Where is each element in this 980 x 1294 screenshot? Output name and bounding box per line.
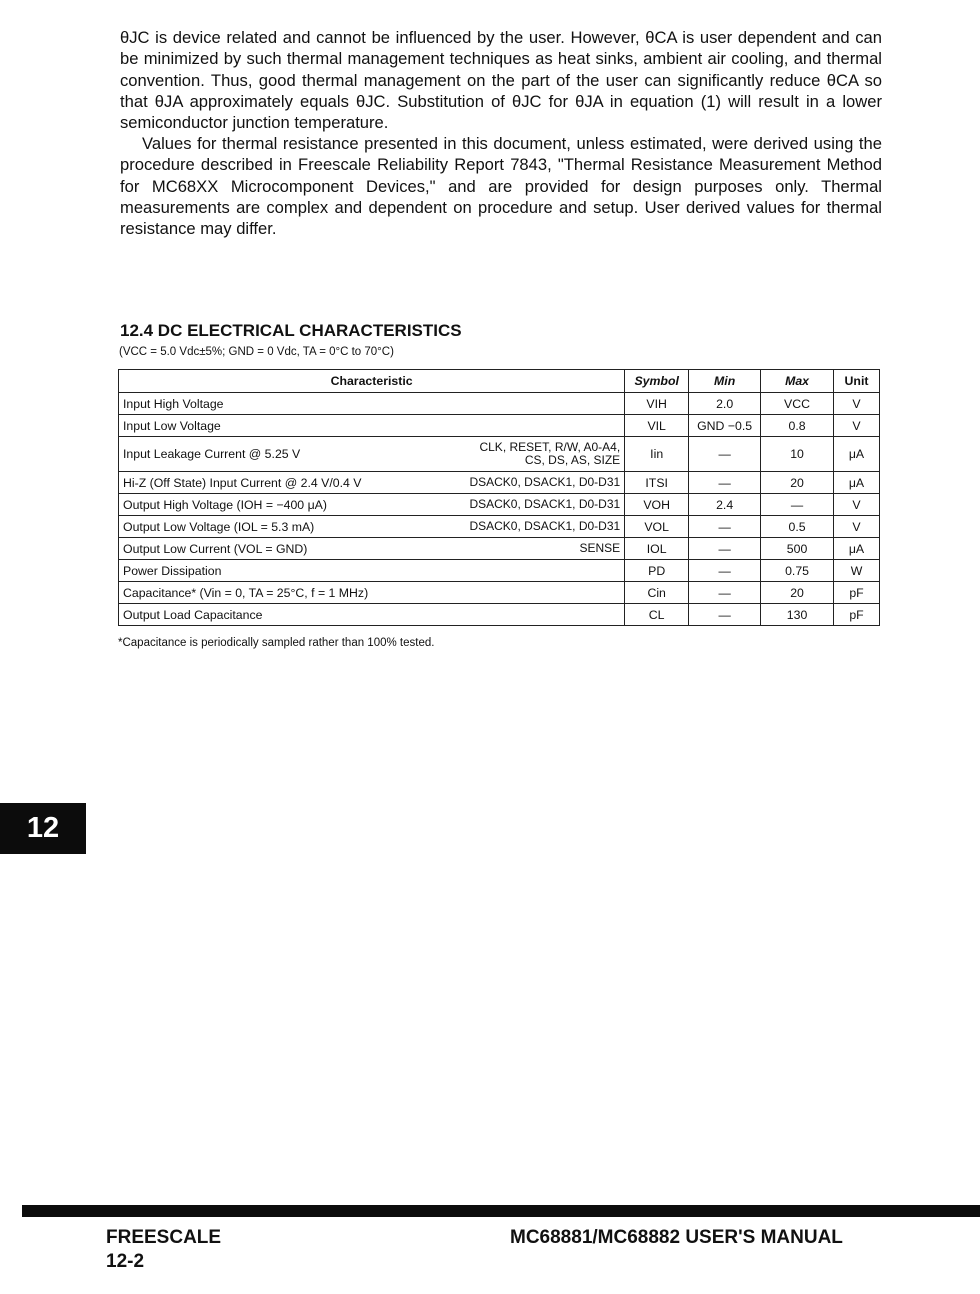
header-max: Max — [761, 370, 834, 393]
footer-brand: FREESCALE — [106, 1227, 222, 1248]
footer-left — [106, 1226, 221, 1274]
cell-max: — — [761, 494, 834, 516]
cell-max: 0.5 — [761, 516, 834, 538]
table-row — [119, 415, 880, 437]
cell-symbol: ITSI — [625, 472, 689, 494]
table-row — [119, 582, 880, 604]
cell-characteristic — [119, 538, 625, 560]
cell-unit: V — [834, 516, 880, 538]
pin-list: DSACK0, DSACK1, D0-D31 — [469, 497, 621, 511]
table-row — [119, 472, 880, 494]
page-number: 12-2 — [106, 1251, 145, 1272]
intro-paragraph-1: θJC is device related and cannot be influenced by the user. However, θCA is user dependent and can be minimized by such thermal management techniques as heat sinks, ambient air cooling, and thermal convention. Thus, good thermal management on the part of the user can significantly reduce θCA so that θJA approximately equals θJC. Substitution of θJC for θJA in equation (1) will result in a lower semiconductor junction temperature. — [120, 28, 882, 133]
header-symbol: Symbol — [625, 370, 689, 393]
cell-characteristic — [119, 472, 625, 494]
pin-list: SENSE — [579, 541, 621, 555]
cell-characteristic — [119, 604, 625, 626]
characteristic-label: Power Dissipation — [123, 563, 222, 578]
pin-list: DSACK0, DSACK1, D0-D31 — [469, 519, 621, 533]
cell-unit: pF — [834, 582, 880, 604]
table-header-row — [119, 370, 880, 393]
cell-symbol: Iin — [625, 437, 689, 472]
cell-max: 0.75 — [761, 560, 834, 582]
cell-symbol: CL — [625, 604, 689, 626]
cell-unit: μA — [834, 472, 880, 494]
cell-max: 500 — [761, 538, 834, 560]
cell-unit: V — [834, 415, 880, 437]
cell-symbol: Cin — [625, 582, 689, 604]
cell-unit: V — [834, 393, 880, 415]
cell-symbol: VIH — [625, 393, 689, 415]
characteristic-label: Output Low Current (VOL = GND) — [123, 541, 308, 556]
cell-max: VCC — [761, 393, 834, 415]
cell-min: — — [689, 604, 761, 626]
dc-characteristics-table — [118, 369, 880, 626]
table-row — [119, 393, 880, 415]
table-row — [119, 516, 880, 538]
cell-min: GND −0.5 — [689, 415, 761, 437]
characteristic-label: Input Low Voltage — [123, 418, 221, 433]
table-row — [119, 494, 880, 516]
characteristic-label: Capacitance* (Vin = 0, TA = 25°C, f = 1 MHz) — [123, 585, 369, 600]
table-footnote: *Capacitance is periodically sampled rather than 100% tested. — [118, 637, 435, 649]
cell-symbol: IOL — [625, 538, 689, 560]
cell-max: 20 — [761, 472, 834, 494]
cell-min: — — [689, 538, 761, 560]
cell-max: 20 — [761, 582, 834, 604]
cell-characteristic — [119, 437, 625, 472]
cell-symbol: VIL — [625, 415, 689, 437]
cell-unit: μA — [834, 538, 880, 560]
cell-min: 2.0 — [689, 393, 761, 415]
table-row — [119, 437, 880, 472]
table-row — [119, 538, 880, 560]
cell-characteristic — [119, 582, 625, 604]
section-title: 12.4 DC ELECTRICAL CHARACTERISTICS — [120, 321, 462, 340]
cell-characteristic — [119, 516, 625, 538]
cell-symbol: PD — [625, 560, 689, 582]
cell-characteristic — [119, 393, 625, 415]
characteristic-label: Hi-Z (Off State) Input Current @ 2.4 V/0.4 V — [123, 475, 362, 490]
intro-paragraph-2: Values for thermal resistance presented in this document, unless estimated, were derived using the procedure described in Freescale Reliability Report 7843, "Thermal Resistance Measurement Method for MC68XX Microcomponent Devices," and are provided for design purposes only. Thermal measurements are complex and dependent on procedure and setup. User derived values for thermal resistance may differ. — [120, 134, 882, 239]
cell-min: 2.4 — [689, 494, 761, 516]
pin-list: DSACK0, DSACK1, D0-D31 — [469, 475, 621, 489]
cell-characteristic — [119, 494, 625, 516]
cell-min: — — [689, 582, 761, 604]
cell-max: 0.8 — [761, 415, 834, 437]
footer-rule — [22, 1205, 980, 1217]
cell-symbol: VOH — [625, 494, 689, 516]
cell-symbol: VOL — [625, 516, 689, 538]
table-row — [119, 604, 880, 626]
cell-unit: μA — [834, 437, 880, 472]
cell-max: 130 — [761, 604, 834, 626]
header-characteristic: Characteristic — [119, 370, 625, 393]
footer-manual-title: MC68881/MC68882 USER'S MANUAL — [510, 1227, 843, 1248]
cell-characteristic — [119, 560, 625, 582]
characteristic-label: Input Leakage Current @ 5.25 V — [123, 447, 301, 461]
cell-min: — — [689, 516, 761, 538]
header-unit: Unit — [834, 370, 880, 393]
cell-unit: V — [834, 494, 880, 516]
cell-min: — — [689, 472, 761, 494]
characteristic-label: Output Load Capacitance — [123, 607, 263, 622]
table-row — [119, 560, 880, 582]
cell-characteristic — [119, 415, 625, 437]
chapter-tab: 12 — [0, 803, 86, 854]
test-conditions: (VCC = 5.0 Vdc±5%; GND = 0 Vdc, TA = 0°C to 70°C) — [119, 346, 394, 358]
pin-list-line-2: CS, DS, AS, SIZE — [524, 453, 621, 467]
pin-list — [479, 441, 620, 467]
characteristic-label: Output High Voltage (IOH = −400 μA) — [123, 497, 327, 512]
cell-unit: pF — [834, 604, 880, 626]
cell-max: 10 — [761, 437, 834, 472]
cell-min: — — [689, 437, 761, 472]
characteristic-label: Output Low Voltage (IOL = 5.3 mA) — [123, 519, 315, 534]
cell-min: — — [689, 560, 761, 582]
cell-unit: W — [834, 560, 880, 582]
characteristic-label: Input High Voltage — [123, 396, 224, 411]
pin-list-line-1: CLK, RESET, R/W, A0-A4, — [479, 440, 621, 454]
header-min: Min — [689, 370, 761, 393]
